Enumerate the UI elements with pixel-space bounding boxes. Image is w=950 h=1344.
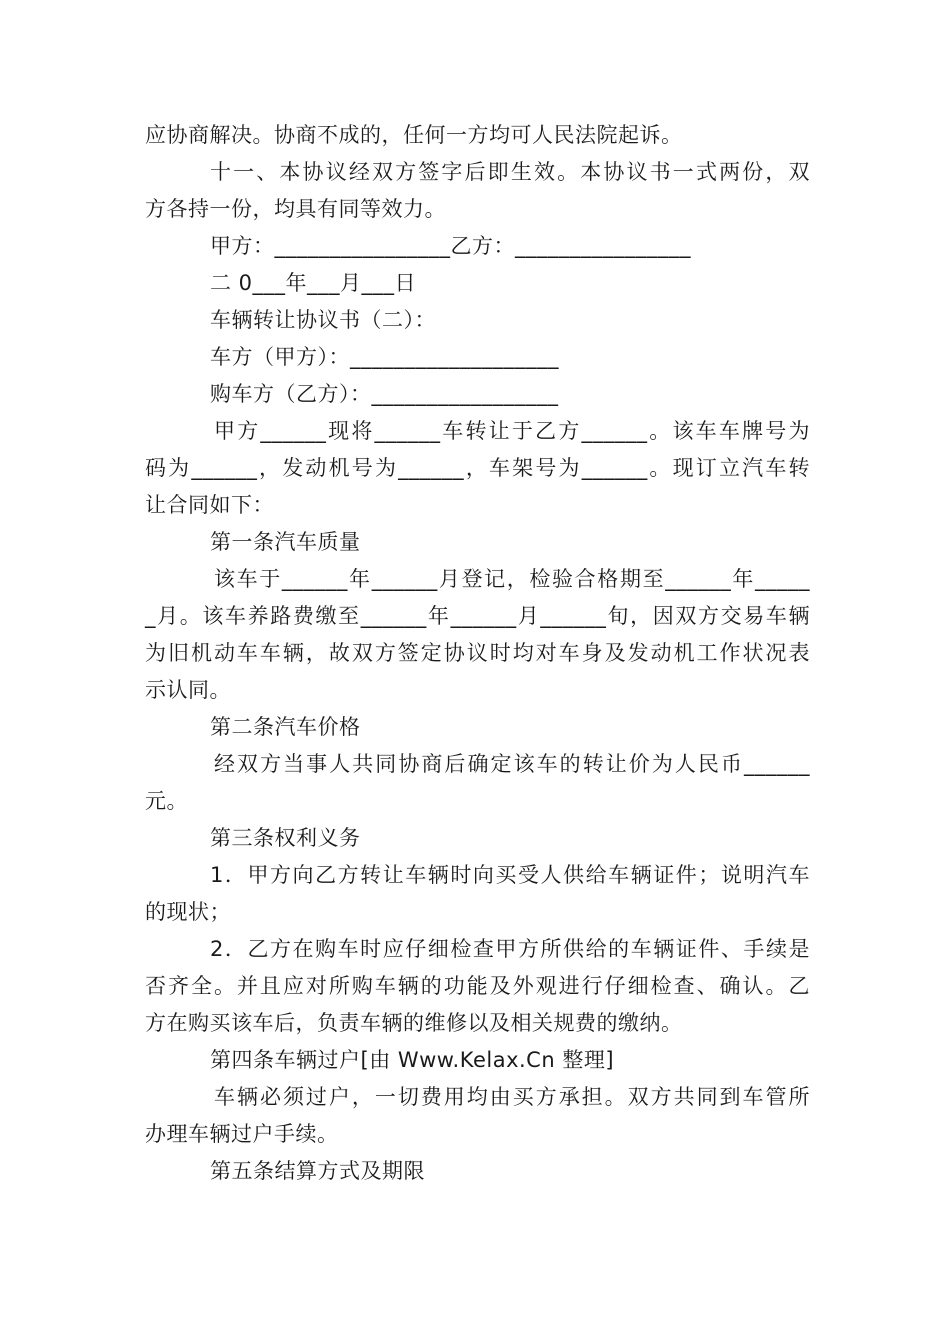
party-line: 购车方（乙方）：_________________ xyxy=(210,382,559,406)
text-line: 1．甲方向乙方转让车辆时向买受人供给车辆证件；说明汽车 xyxy=(210,863,810,887)
text-line: 车辆必须过户，一切费用均由买方承担。双方共同到车管所 xyxy=(214,1085,810,1109)
article-heading: 第四条车辆过户[由 Www.Kelax.Cn 整理] xyxy=(210,1048,615,1072)
date-line: 二 0___年___月___日 xyxy=(210,271,417,295)
text-line: 码为______，发动机号为______，车架号为______。现订立汽车转 xyxy=(145,456,810,480)
section-title: 车辆转让协议书（二）： xyxy=(210,308,436,332)
signature-line: 甲方：________________乙方：________________ xyxy=(210,234,691,258)
article-heading: 第一条汽车质量 xyxy=(210,530,361,554)
party-line: 车方（甲方）：___________________ xyxy=(210,345,559,369)
text-line: 让合同如下： xyxy=(145,493,274,517)
article-heading: 第二条汽车价格 xyxy=(210,715,361,739)
text-line: 否齐全。并且应对所购车辆的功能及外观进行仔细检查、确认。乙 xyxy=(145,974,810,998)
text-line: 方各持一份，均具有同等效力。 xyxy=(145,197,446,221)
text-line: 元。 xyxy=(145,789,188,813)
text-line: 甲方______现将______车转让于乙方______。该车车牌号为 xyxy=(214,419,810,443)
text-line: 为旧机动车车辆，故双方签定协议时均对车身及发动机工作状况表 xyxy=(145,641,810,665)
text-line: 十一、本协议经双方签字后即生效。本协议书一式两份，双 xyxy=(210,160,810,184)
text-line: 经双方当事人共同协商后确定该车的转让价为人民币______ xyxy=(214,752,810,776)
article-heading: 第三条权利义务 xyxy=(210,826,361,850)
text-line: _月。该车养路费缴至______年______月______旬，因双方交易车辆 xyxy=(145,604,810,628)
text-line: 2．乙方在购车时应仔细检查甲方所供给的车辆证件、手续是 xyxy=(210,937,810,961)
text-line: 办理车辆过户手续。 xyxy=(145,1122,339,1146)
text-line: 应协商解决。协商不成的，任何一方均可人民法院起诉。 xyxy=(145,123,683,147)
text-line: 该车于______年______月登记，检验合格期至______年_____ xyxy=(214,567,810,591)
article-heading: 第五条结算方式及期限 xyxy=(210,1159,425,1183)
text-line: 的现状； xyxy=(145,900,231,924)
text-line: 示认同。 xyxy=(145,678,231,702)
text-line: 方在购买该车后，负责车辆的维修以及相关规费的缴纳。 xyxy=(145,1011,683,1035)
